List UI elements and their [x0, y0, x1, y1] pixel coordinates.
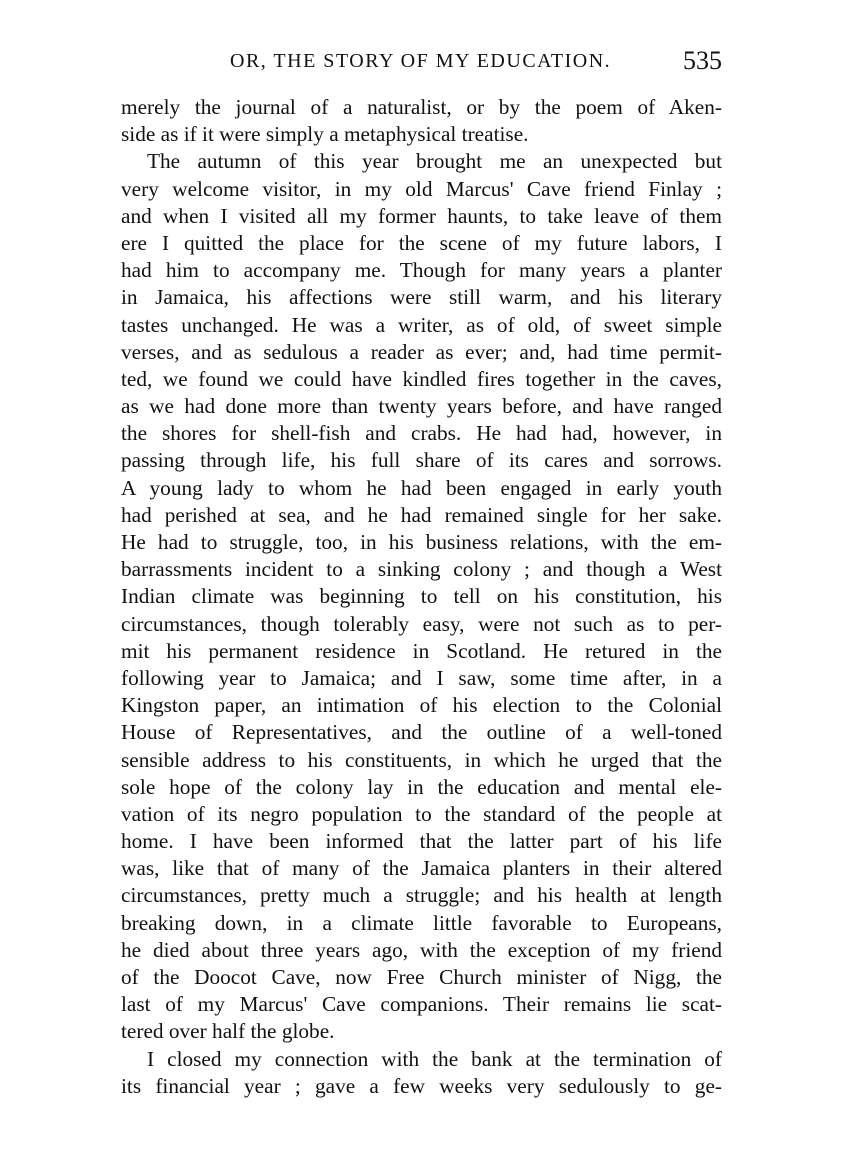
text-line: in Jamaica, his affections were still warm, and his literary — [121, 285, 722, 310]
text-line: the shores for shell-fish and crabs. He had had, however, in — [121, 421, 722, 446]
text-line: circumstances, pretty much a struggle; and his health at length — [121, 883, 722, 908]
text-line: very welcome visitor, in my old Marcus' Cave friend Finlay ; — [121, 176, 722, 201]
text-line: he died about three years ago, with the exception of my friend — [121, 937, 722, 962]
body-text — [121, 94, 722, 1100]
text-line: and when I visited all my former haunts, to take leave of them — [121, 203, 722, 228]
text-line: side as if it were simply a metaphysical treatise. — [121, 122, 529, 147]
text-line: had him to accompany me. Though for many years a planter — [121, 258, 722, 283]
text-line: home. I have been informed that the latter part of his life — [121, 829, 722, 854]
text-line: House of Representatives, and the outline of a well-toned — [121, 720, 722, 745]
text-line: vation of its negro population to the standard of the people at — [121, 801, 722, 826]
text-line: circumstances, though tolerably easy, were not such as to per- — [121, 611, 722, 636]
text-line: tastes unchanged. He was a writer, as of old, of sweet simple — [121, 312, 722, 337]
text-line: ted, we found we could have kindled fires together in the caves, — [121, 366, 722, 391]
text-line: sensible address to his constituents, in which he urged that the — [121, 747, 722, 772]
text-line: had perished at sea, and he had remained single for her sake. — [121, 502, 722, 527]
running-title: OR, THE STORY OF MY EDUCATION. — [230, 50, 612, 72]
page-number: 535 — [683, 46, 722, 75]
text-line: was, like that of many of the Jamaica planters in their altered — [121, 856, 722, 881]
text-line: as we had done more than twenty years before, and have ranged — [121, 394, 722, 419]
text-line: merely the journal of a naturalist, or by the poem of Aken- — [121, 95, 722, 119]
text-line: passing through life, his full share of its cares and sorrows. — [121, 448, 722, 473]
text-line: Indian climate was beginning to tell on his constitution, his — [121, 584, 722, 609]
text-line: The autumn of this year brought me an unexpected but — [147, 149, 722, 174]
text-line: breaking down, in a climate little favorable to Europeans, — [121, 910, 722, 935]
text-line: sole hope of the colony lay in the education and mental ele- — [121, 774, 722, 799]
text-line: following year to Jamaica; and I saw, some time after, in a — [121, 665, 722, 690]
text-line: ere I quitted the place for the scene of my future labors, I — [121, 230, 722, 255]
text-line: I closed my connection with the bank at the termination of — [147, 1046, 722, 1071]
text-line: A young lady to whom he had been engaged in early youth — [121, 475, 722, 500]
text-line: of the Doocot Cave, now Free Church minister of Nigg, the — [121, 965, 722, 989]
text-line: mit his permanent residence in Scotland. He retured in the — [121, 638, 722, 663]
text-line: verses, and as sedulous a reader as ever; and, had time permit- — [121, 339, 722, 364]
text-line: its financial year ; gave a few weeks very sedulously to ge- — [121, 1073, 722, 1098]
text-line: last of my Marcus' Cave companions. Their remains lie scat- — [121, 992, 722, 1017]
text-line: barrassments incident to a sinking colony ; and though a West — [121, 557, 722, 582]
page-header — [120, 46, 722, 78]
text-line: Kingston paper, an intimation of his election to the Colonial — [121, 693, 722, 718]
text-line: He had to struggle, too, in his business relations, with the em- — [121, 530, 722, 554]
text-line: tered over half the globe. — [121, 1019, 335, 1044]
